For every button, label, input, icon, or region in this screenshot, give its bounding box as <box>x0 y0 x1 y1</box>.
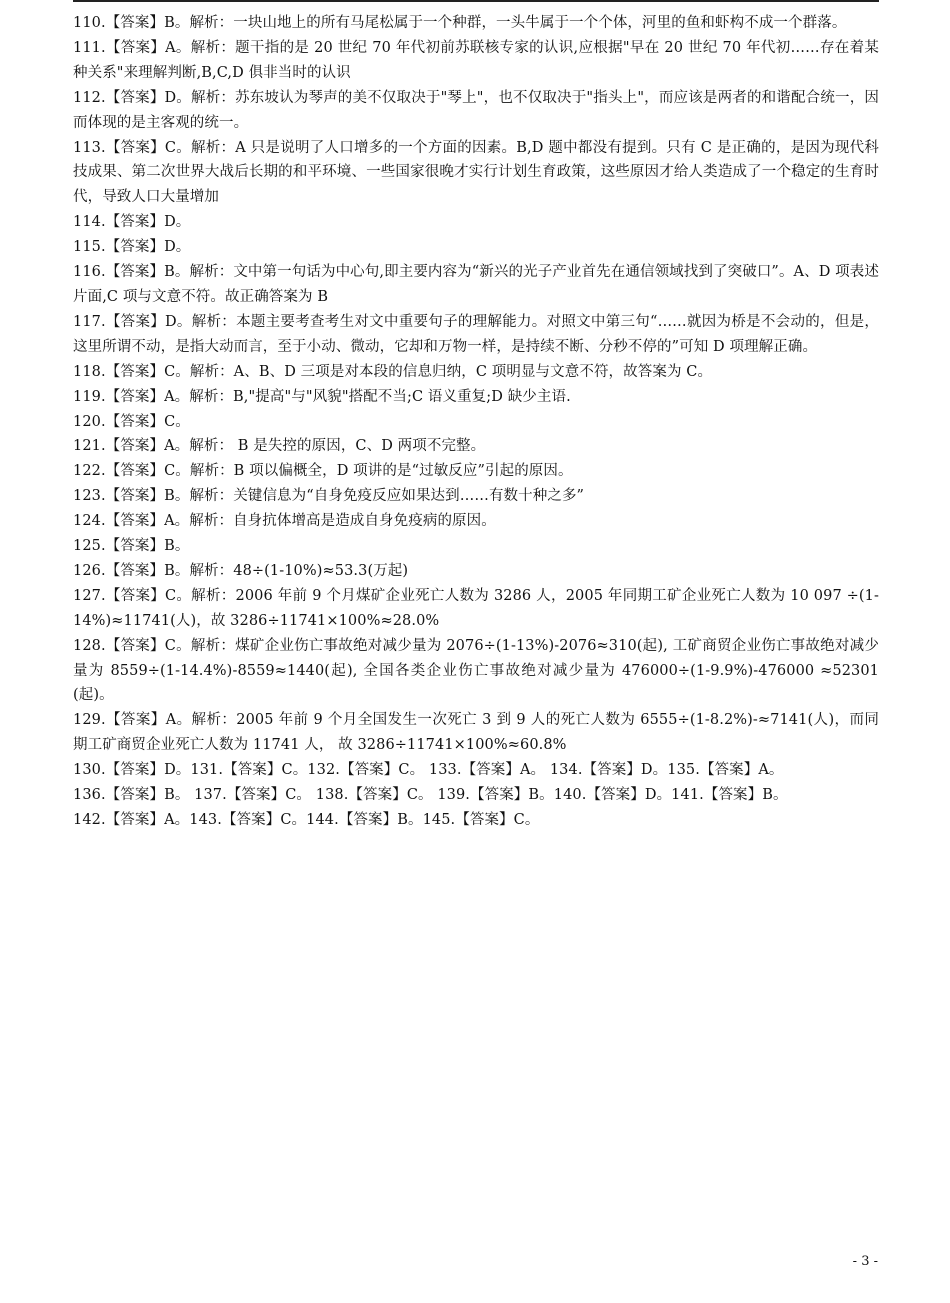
answer-item: 126.【答案】B。解析：48÷(1-10%)≈53.3(万起) <box>73 562 409 579</box>
answer-item: 119.【答案】A。解析：B,"提高"与"风貌"搭配不当;C 语义重复;D 缺少主语. <box>73 388 571 405</box>
answer-item: 111.【答案】A。解析：题干指的是 20 世纪 70 年代初前苏联核专家的认识,应根据"早在 20 世纪 70 年代初……存在着某种关系"来理解判断,B,C,D 俱非当时的认识 <box>73 39 879 81</box>
answer-item: 128.【答案】C。解析：煤矿企业伤亡事故绝对减少量为 2076÷(1-13%)-2076≈310(起), 工矿商贸企业伤亡事故绝对减少量为 8559÷(1-14.4%)-8559≈1440(起), 全国各类企业伤亡事故绝对减少量为 476000÷(1-9.9%)-476000 ≈52301(起)。 <box>73 637 879 704</box>
answer-item: 127.【答案】C。解析：2006 年前 9 个月煤矿企业死亡人数为 3286 人，2005 年同期工矿企业死亡人数为 10 097 ÷(1-14%)≈11741(人)，故 3286÷11741×100%≈28.0% <box>73 587 879 629</box>
answer-item: 124.【答案】A。解析：自身抗体增高是造成自身免疫病的原因。 <box>73 513 496 530</box>
top-rule <box>73 0 879 2</box>
page-number: - 3 - <box>852 1254 878 1269</box>
answer-item: 118.【答案】C。解析：A、B、D 三项是对本段的信息归纳，C 项明显与文意不符，故答案为 C。 <box>73 363 713 380</box>
answer-item: 116.【答案】B。解析：文中第一句话为中心句,即主要内容为“新兴的光子产业首先在通信领域找到了突破口”。A、D 项表述片面,C 项与文意不符。故正确答案为 B <box>73 264 879 305</box>
answer-list <box>73 11 879 833</box>
answer-item: 122.【答案】C。解析：B 项以偏概全，D 项讲的是“过敏反应”引起的原因。 <box>73 463 573 480</box>
answer-item: 112.【答案】D。解析：苏东坡认为琴声的美不仅取决于"琴上"，也不仅取决于"指头上"，而应该是两者的和谐配合统一，因而体现的是主客观的统一。 <box>73 89 879 131</box>
answer-item: 136.【答案】B。 137.【答案】C。 138.【答案】C。 139.【答案】B。140.【答案】D。141.【答案】B。 <box>73 787 788 804</box>
answer-item: 129.【答案】A。解析：2005 年前 9 个月全国发生一次死亡 3 到 9 人的死亡人数为 6555÷(1-8.2%)-≈7141(人)，而同期工矿商贸企业死亡人数为 11741 人， 故 3286÷11741×100%≈60.8% <box>73 712 879 754</box>
answer-item: 123.【答案】B。解析：关键信息为“自身免疫反应如果达到……有数十种之多” <box>73 488 585 505</box>
answer-item: 142.【答案】A。143.【答案】C。144.【答案】B。145.【答案】C。 <box>73 812 540 828</box>
answer-item: 125.【答案】B。 <box>73 538 190 555</box>
answer-item: 115.【答案】D。 <box>73 239 191 256</box>
answer-item: 120.【答案】C。 <box>73 413 190 430</box>
answer-item: 110.【答案】B。解析：一块山地上的所有马尾松属于一个种群，一头牛属于一个个体，河里的鱼和虾构不成一个群落。 <box>73 15 847 31</box>
answer-item: 121.【答案】A。解析： B 是失控的原因，C、D 两项不完整。 <box>73 438 486 455</box>
answer-item: 130.【答案】D。131.【答案】C。132.【答案】C。 133.【答案】A。 134.【答案】D。135.【答案】A。 <box>73 762 784 779</box>
answer-item: 117.【答案】D。解析：本题主要考查考生对文中重要句子的理解能力。对照文中第三句“……就因为桥是不会动的，但是，这里所谓不动，是指大动而言，至于小动、微动，它却和万物一样，是持续不断、分秒不停的”可知 D 项理解正确。 <box>73 313 879 355</box>
answer-item: 113.【答案】C。解析：A 只是说明了人口增多的一个方面的因素。B,D 题中都没有提到。只有 C 是正确的，是因为现代科技成果、第二次世界大战后长期的和平环境、一些国家很晚才实行计划生育政策，这些原因才给人类造成了一个稳定的生育时代，导致人口大量增加 <box>73 139 879 206</box>
answer-item: 114.【答案】D。 <box>73 214 191 231</box>
